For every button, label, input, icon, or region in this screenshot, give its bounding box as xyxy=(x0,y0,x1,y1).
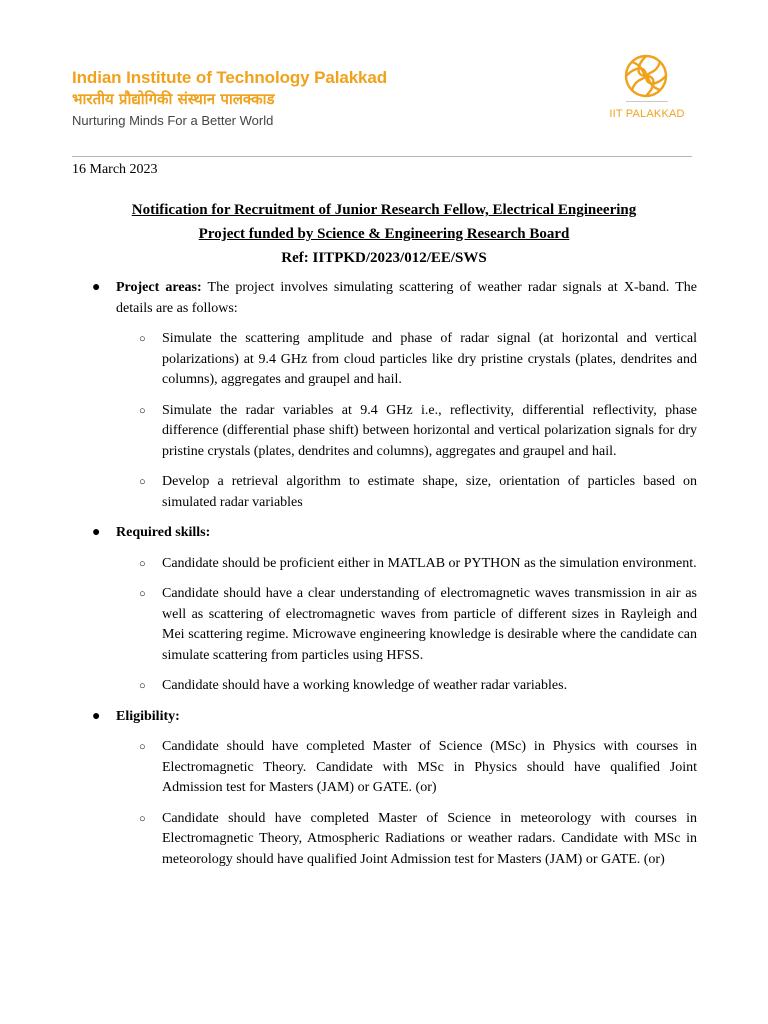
title-line-1: Notification for Recruitment of Junior Research Fellow, Electrical Engineering xyxy=(131,202,637,218)
institute-tagline: Nurturing Minds For a Better World xyxy=(72,113,274,128)
title-reference: Ref: IITPKD/2023/012/EE/SWS xyxy=(281,250,487,266)
list-item xyxy=(72,554,697,575)
list-item-text: Simulate the radar variables at 9.4 GHz i.e., reflectivity, differential reflectivity, phase difference (differential phase shift) between horizontal and vertical polarization signals for dry pristine crystals (plates, dendrites and columns), aggregates and graupel and hail. xyxy=(162,402,697,459)
list-item xyxy=(72,737,697,799)
section-intro: The project involves simulating scattering of weather radar signals at X-band. The details are as follows: xyxy=(116,280,697,316)
list-item-text: Develop a retrieval algorithm to estimate shape, size, orientation of particles based on simulated radar variables xyxy=(162,474,697,510)
list-item xyxy=(72,401,697,463)
bullet-hollow-icon: ○ xyxy=(139,588,146,600)
bullet-filled-icon: ● xyxy=(92,708,101,724)
list-item xyxy=(72,676,697,697)
section-label: Project areas: xyxy=(116,280,202,295)
list-item-text: Candidate should have completed Master of Science (MSc) in Physics with courses in Electromagnetic Theory. Candidate with MSc in Physics should have qualified Joint Admission test for Masters (JAM) or GATE. (or) xyxy=(162,739,697,795)
list-item-text: Candidate should have a working knowledge of weather radar variables. xyxy=(162,678,568,693)
list-item xyxy=(72,584,697,666)
list-item xyxy=(72,809,697,871)
logo-divider xyxy=(626,101,668,102)
bullet-filled-icon: ● xyxy=(92,280,101,295)
title-line-2: Project funded by Science & Engineering Research Board xyxy=(198,226,570,242)
list-item-text: Candidate should have completed Master of Science in meteorology with courses in Electromagnetic Theory, Atmospheric Radiations or weather radars. Candidate with MSc in meteorology should have qualified Joint Admission test for Masters (JAM) or GATE. (or) xyxy=(162,810,697,867)
section-label: Required skills: xyxy=(116,525,211,540)
bullet-hollow-icon: ○ xyxy=(139,741,146,753)
institute-name-english: Indian Institute of Technology Palakkad xyxy=(72,68,388,87)
bullet-hollow-icon: ○ xyxy=(139,557,146,570)
document-date: 16 March 2023 xyxy=(72,162,158,177)
list-item-text: Candidate should be proficient either in MATLAB or PYTHON as the simulation environment. xyxy=(162,555,697,571)
bullet-hollow-icon: ○ xyxy=(139,333,146,345)
notification-title xyxy=(72,198,696,270)
bullet-filled-icon: ● xyxy=(92,525,101,540)
section-project-areas xyxy=(72,278,697,319)
bullet-hollow-icon: ○ xyxy=(139,812,146,825)
list-item xyxy=(72,472,697,513)
list-item xyxy=(72,329,697,391)
iit-palakkad-logo-icon xyxy=(622,52,670,100)
section-eligibility xyxy=(72,707,697,728)
header-divider xyxy=(72,156,692,157)
institute-name-hindi: भारतीय प्रौद्योगिकी संस्थान पालक्काड xyxy=(72,90,275,108)
logo-caption: IIT PALAKKAD xyxy=(609,108,685,120)
section-label: Eligibility: xyxy=(116,708,180,724)
notification-body xyxy=(72,278,697,880)
list-item-text: Candidate should have a clear understanding of electromagnetic waves transmission in air as well as scattering of electromagnetic waves from particle of different sizes in Rayleigh and Mei scattering regime. Microwave engineering knowledge is desirable where the candidate can simulate scattering from particles using HFSS. xyxy=(162,586,697,663)
bullet-hollow-icon: ○ xyxy=(139,404,146,417)
bullet-hollow-icon: ○ xyxy=(139,680,146,692)
list-item-text: Simulate the scattering amplitude and phase of radar signal (at horizontal and vertical polarizations) at 9.4 GHz from cloud particles like dry pristine crystals (plates, dendrites and columns), aggregates and graupel and hail. xyxy=(162,331,697,387)
bullet-hollow-icon: ○ xyxy=(139,476,146,488)
section-required-skills xyxy=(72,523,697,544)
